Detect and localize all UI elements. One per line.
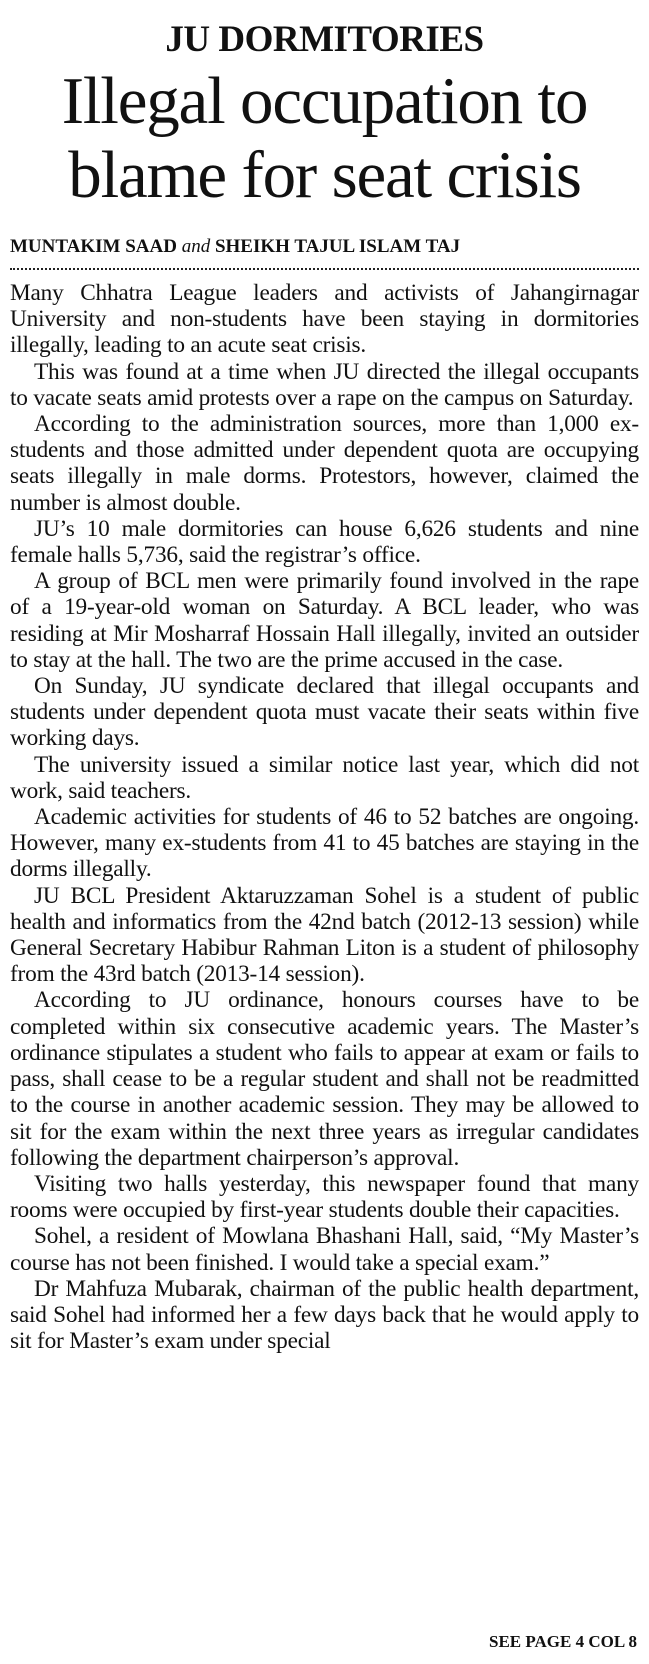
paragraph: JU’s 10 male dormitories can house 6,626 students and nine female halls 5,736, said the registrar’s office. [10,515,639,569]
paragraph: Dr Mahfuza Mubarak, chairman of the public health department, said Sohel had informed her a few days back that he would apply to sit for Master’s exam under special [10,1275,639,1355]
paragraph: This was found at a time when JU directed the illegal occupants to vacate seats amid protests over a rape on the campus on Saturday. [10,358,639,411]
byline-author-2: SHEIKH TAJUL ISLAM TAJ [214,236,461,257]
continued-on-page-label: SEE PAGE 4 COL 8 [489,1632,637,1651]
byline-author-1: MUNTAKIM SAAD [10,236,177,257]
paragraph: Many Chhatra League leaders and activists of Jahangirnagar University and non-students have been staying in dormitories illegally, leading to an acute seat crisis. [10,280,639,359]
article-body [10,280,639,1354]
paragraph: Visiting two halls yesterday, this newspaper found that many rooms were occupied by first-year students double their capacities. [10,1170,639,1224]
byline-conjunction: and [181,236,211,257]
section-kicker: JU DORMITORIES [165,19,484,60]
paragraph: A group of BCL men were primarily found involved in the rape of a 19-year-old woman on Saturday. A BCL leader, who was residing at Mir Mosharraf Hossain Hall illegally, invited an outsider to stay at the hall. The two are the prime accused in the case. [10,568,639,673]
paragraph: The university issued a similar notice last year, which did not work, said teachers. [10,751,639,804]
byline [10,236,639,270]
paragraph: Sohel, a resident of Mowlana Bhashani Hall, said, “My Master’s course has not been finished. I would take a special exam.” [10,1223,639,1276]
paragraph: On Sunday, JU syndicate declared that illegal occupants and students under dependent quota must vacate their seats within five working days. [10,673,639,752]
paragraph: According to JU ordinance, honours courses have to be completed within six consecutive academic years. The Master’s ordinance stipulates a student who fails to appear at exam or fails to pass, shall cease to be a regular student and shall not be readmitted to the course in another academic session. They may be allowed to sit for the exam within the next three years as irregular candidates following the department chairperson’s approval. [10,987,639,1171]
paragraph: According to the administration sources, more than 1,000 ex-students and those admitted under dependent quota are occupying seats illegally in male dorms. Protestors, however, claimed the number is almost double. [10,411,639,516]
headline: Illegal occupation to blame for seat crisis [61,64,588,212]
paragraph: Academic activities for students of 46 to 52 batches are ongoing. However, many ex-students from 41 to 45 batches are staying in the dorms illegally. [10,804,639,883]
paragraph: JU BCL President Aktaruzzaman Sohel is a student of public health and informatics from the 42nd batch (2012-13 session) while General Secretary Habibur Rahman Liton is a student of philosophy from the 43rd batch (2013-14 session). [10,882,639,988]
